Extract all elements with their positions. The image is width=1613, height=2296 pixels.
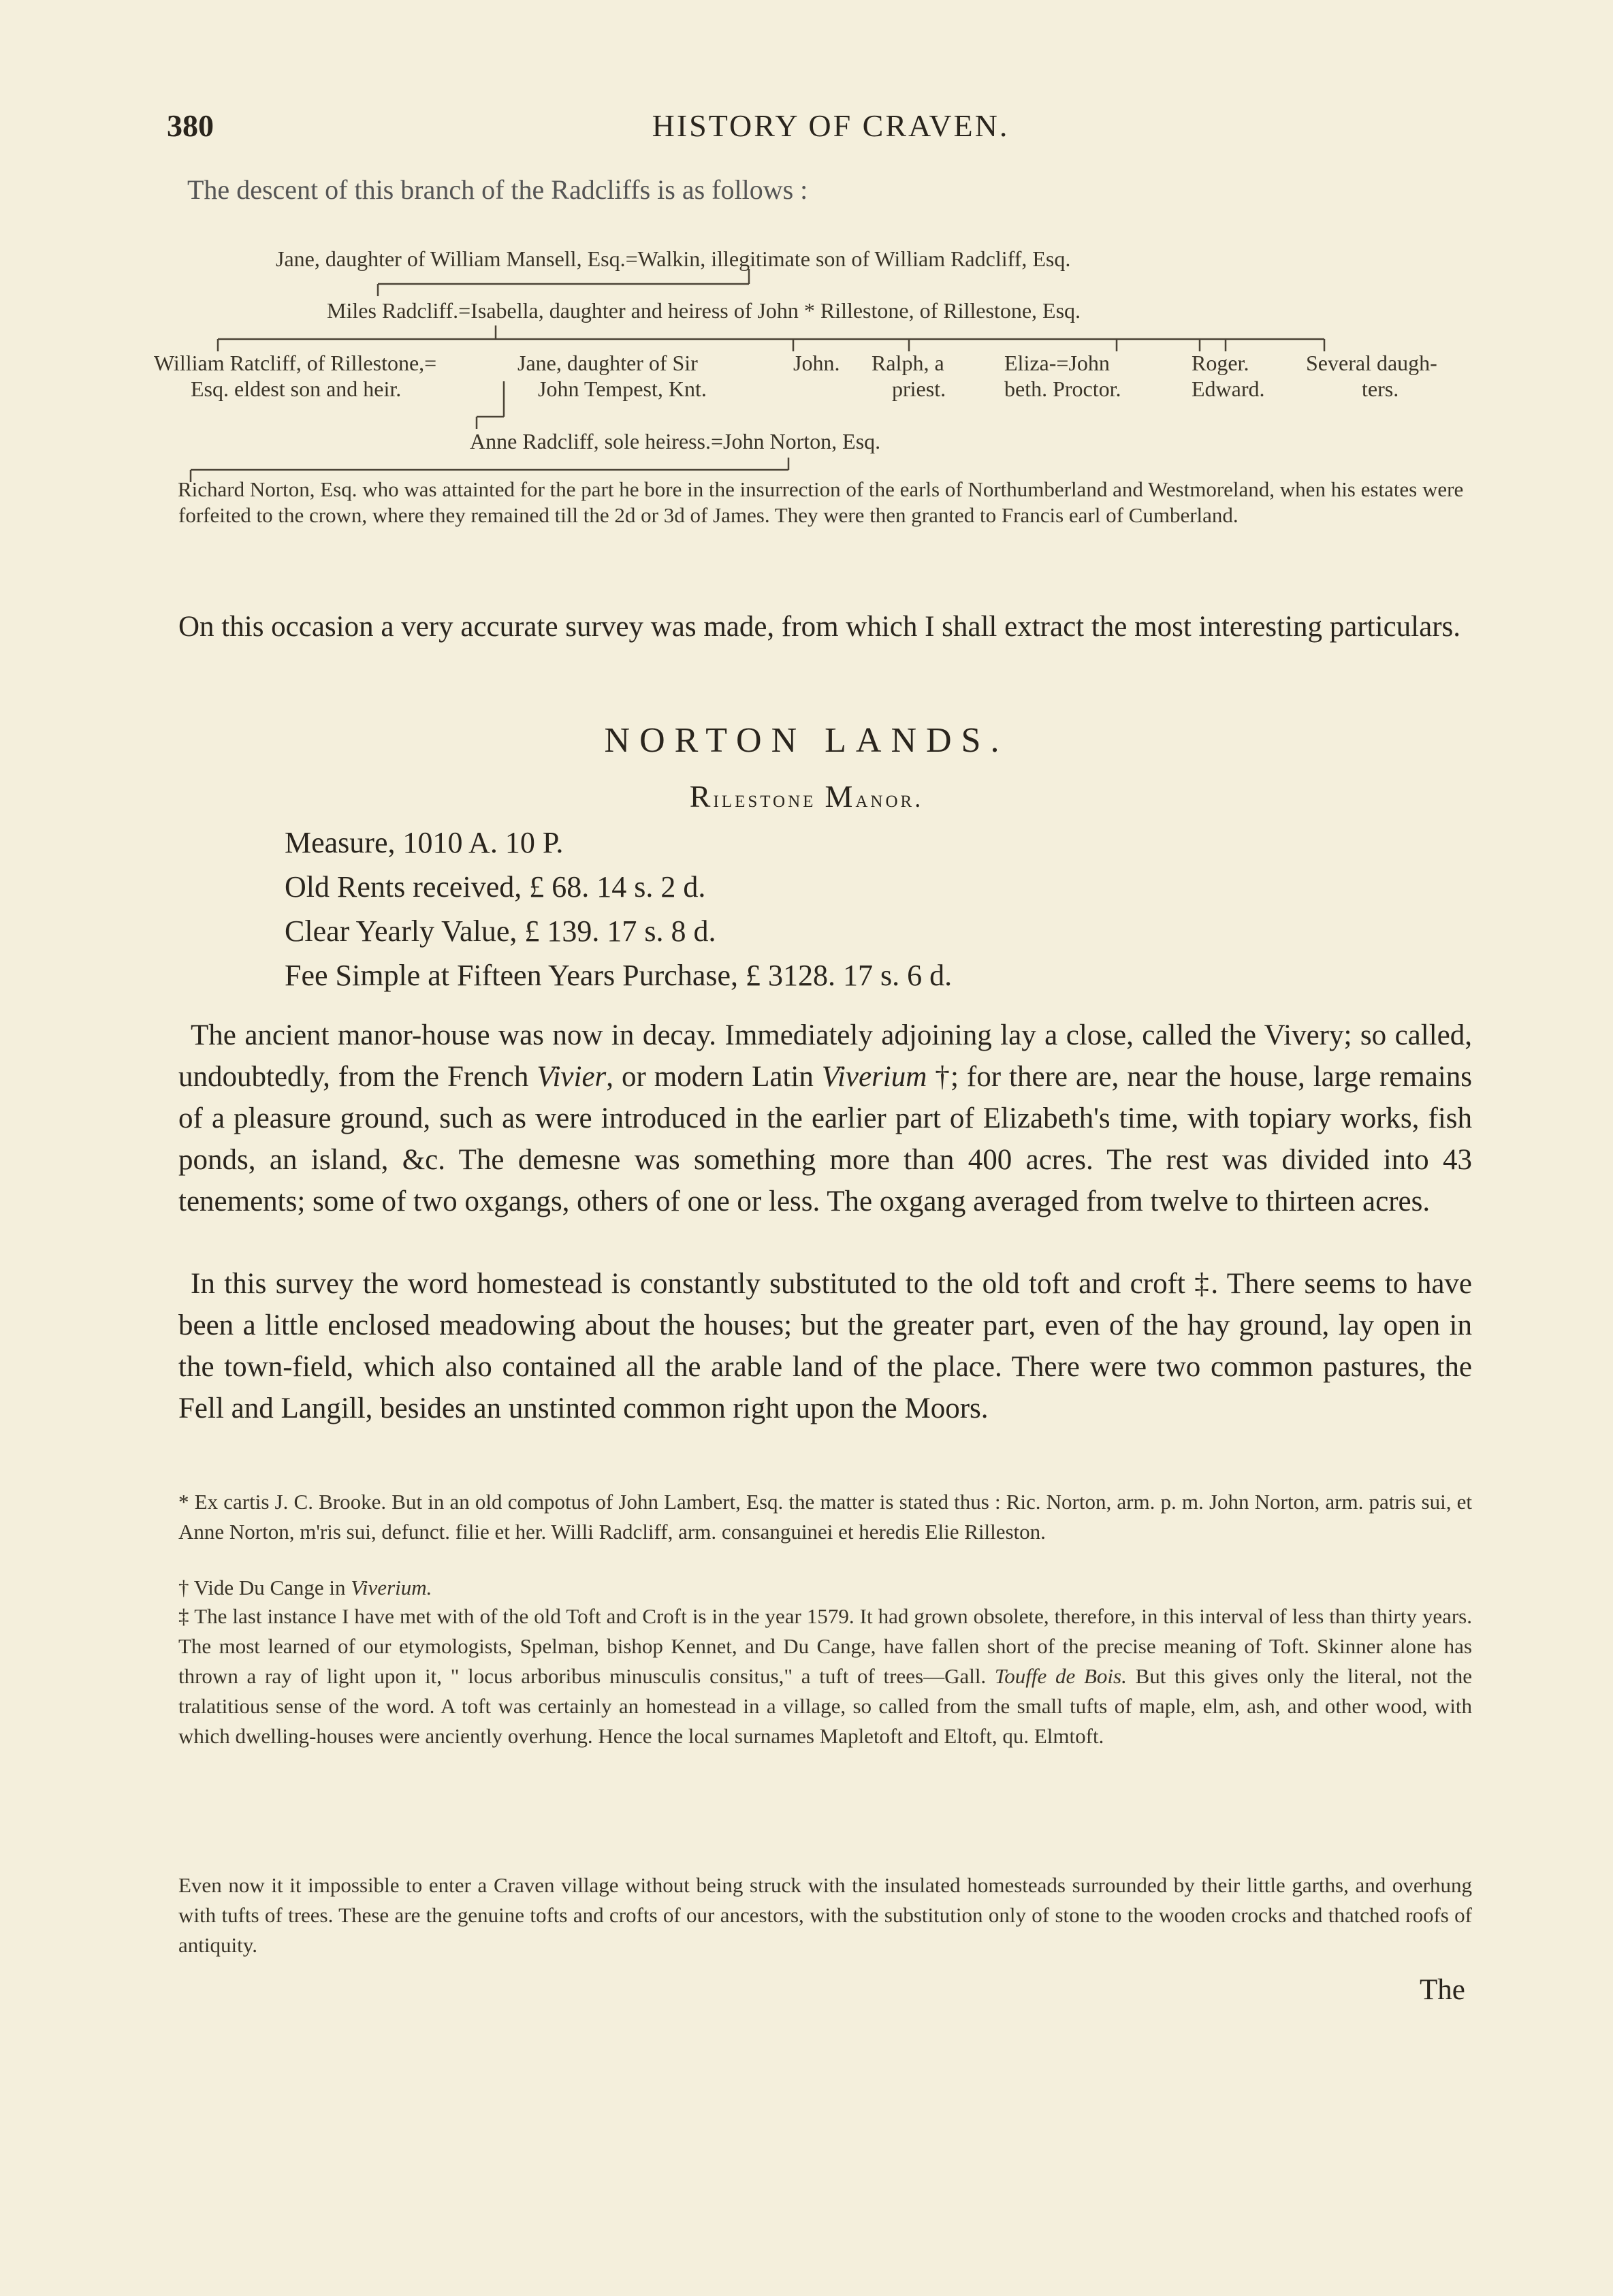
pedigree-edward: Edward. — [1192, 377, 1265, 401]
paragraph-1-text: On this occasion a very accurate survey was made, from which I shall extract the most interesting particulars. — [178, 611, 1460, 643]
intro-line: The descent of this branch of the Radcliffs is as follows : — [187, 174, 808, 205]
pedigree-eliza: Eliza-=John — [1004, 351, 1110, 375]
footnote-star-text: * Ex cartis J. C. Brooke. But in an old compotus of John Lambert, Esq. the matter is stated thus : Ric. Norton, arm. p. m. John Norton, arm. patris sui, et Anne Norton, m'ris sui, defunct. filie et her. Willi Radcliff, arm. consanguinei et heredis Elie Rilleston. — [178, 1490, 1472, 1544]
pedigree-row-walkin: Jane, daughter of William Mansell, Esq.=Walkin, illegitimate son of William Radcliff, Esq. — [276, 246, 1071, 271]
paragraph-1 — [178, 606, 1472, 648]
footnote-ddagger-text — [178, 1601, 1472, 1751]
page-number: 380 — [167, 108, 214, 143]
pedigree-john: John. — [793, 351, 840, 375]
subheading-initial-r: R — [689, 779, 714, 814]
footnote-even-now-text: Even now it it impossible to enter a Craven village without being struck with the insulated homesteads surrounded by their little garths, and overhung with tufts of trees. These are the genuine tofts and crofts of our ancestors, with the substitution only of stone to the wooden crocks and thatched roofs of antiquity. — [178, 1873, 1472, 1957]
survey-clear-value: Clear Yearly Value, £ 139. 17 s. 8 d. — [285, 914, 716, 948]
pedigree-row-anne: Anne Radcliff, sole heiress.=John Norton, Esq. — [470, 429, 881, 453]
survey-figures — [285, 820, 952, 998]
footnote-star — [178, 1487, 1472, 1547]
footnote-ddagger — [178, 1601, 1472, 1751]
footnote-ddagger-c: But this gives only the literal, not the tralatitious sense of the word. A toft was certainly an homestead in a village, so called from the small tufts of maple, elm, ash, and other wood, with which dwelling-houses were anciently overhung. Hence the local surnames Mapletoft and Eltoft, qu. Elmtoft. — [178, 1664, 1473, 1748]
pedigree-several: Several daugh- — [1306, 351, 1437, 375]
section-heading: NORTON LANDS. — [604, 721, 1009, 760]
footnote-ddagger-b: Touffe de Bois. — [994, 1664, 1127, 1688]
section-subheading — [0, 778, 1613, 814]
subheading-initial-m: M — [825, 779, 856, 814]
pedigree-jane: Jane, daughter of Sir — [517, 351, 698, 375]
running-head: HISTORY OF CRAVEN. — [652, 108, 1010, 143]
footnote-dagger — [178, 1573, 1472, 1603]
subheading-part-1: ilestone — [713, 785, 825, 812]
footnote-dagger-a: † Vide Du Cange in — [178, 1576, 351, 1599]
footnote-even-now — [178, 1870, 1472, 1960]
paragraph-2 — [178, 1015, 1472, 1222]
pedigree-ralph: Ralph, a — [872, 351, 944, 375]
pedigree-eliza-2: beth. Proctor. — [1004, 377, 1121, 401]
richard-note-text: Richard Norton, Esq. who was attainted for the part he bore in the insurrection of the earls of Northumberland and Westmoreland, when his estates were forfeited to the crown, where they remained till the 2d or 3d of James. They were then granted to Francis earl of Cumberland. — [178, 477, 1464, 527]
pedigree-several-2: ters. — [1362, 377, 1399, 401]
pedigree-jane-2: John Tempest, Knt. — [538, 377, 707, 401]
pedigree-richard-note — [178, 477, 1486, 528]
pedigree-ralph-2: priest. — [892, 377, 946, 401]
paragraph-2-text — [178, 1015, 1472, 1222]
p2-vivier: Vivier — [537, 1061, 607, 1093]
p2-part-a: The ancient manor-house was now in decay. Immediately adjoining lay a close, called the Vivery; so called, undoubtedly, from the French — [178, 1019, 1472, 1093]
survey-old-rents: Old Rents received, £ 68. 14 s. 2 d. — [285, 870, 706, 904]
paragraph-3 — [178, 1263, 1472, 1429]
pedigree-william: William Ratcliff, of Rillestone,= — [154, 351, 437, 375]
p2-part-b: , or modern Latin — [606, 1061, 822, 1093]
footnote-dagger-text — [178, 1573, 1472, 1603]
survey-fee-simple: Fee Simple at Fifteen Years Purchase, £ 3128. 17 s. 6 d. — [285, 959, 953, 992]
pedigree-roger: Roger. — [1192, 351, 1249, 375]
footnote-dagger-b: Viverium. — [351, 1576, 432, 1599]
catchword: The — [1420, 1974, 1465, 2006]
subheading-part-2: anor. — [855, 785, 924, 812]
pedigree-william-2: Esq. eldest son and heir. — [191, 377, 402, 401]
pedigree-row-miles: Miles Radcliff.=Isabella, daughter and heiress of John * Rillestone, of Rillestone, Esq. — [327, 298, 1081, 323]
survey-measure: Measure, 1010 A. 10 P. — [285, 826, 564, 859]
p2-viverium: Viverium — [821, 1061, 927, 1093]
footnote-ddagger-a: ‡ The last instance I have met with of the old Toft and Croft is in the year 1579. It had grown obsolete, therefore, in this interval of less than thirty years. The most learned of our etymologists, Spelman, bishop Kennet, and Du Cange, have fallen short of the precise meaning of Toft. Skinner alone has thrown a ray of light upon it, " locus arboribus minusculis consitus," a tuft of trees—Gall. — [178, 1604, 1472, 1688]
p2-part-c: †; for there are, near the house, large remains of a pleasure ground, such as were introduced in the earlier part of Elizabeth's time, with topiary works, fish ponds, an island, &c. The demesne was something more than 400 acres. The rest was divided into 43 tenements; some of two oxgangs, others of one or less. The oxgang averaged from twelve to thirteen acres. — [178, 1061, 1472, 1217]
paragraph-3-text: In this survey the word homestead is constantly substituted to the old toft and croft ‡. There seems to have been a little enclosed meadowing about the houses; but the greater part, even of the hay ground, lay open in the town-field, which also contained all the arable land of the place. There were two common pastures, the Fell and Langill, besides an unstinted common right upon the Moors. — [178, 1268, 1472, 1424]
